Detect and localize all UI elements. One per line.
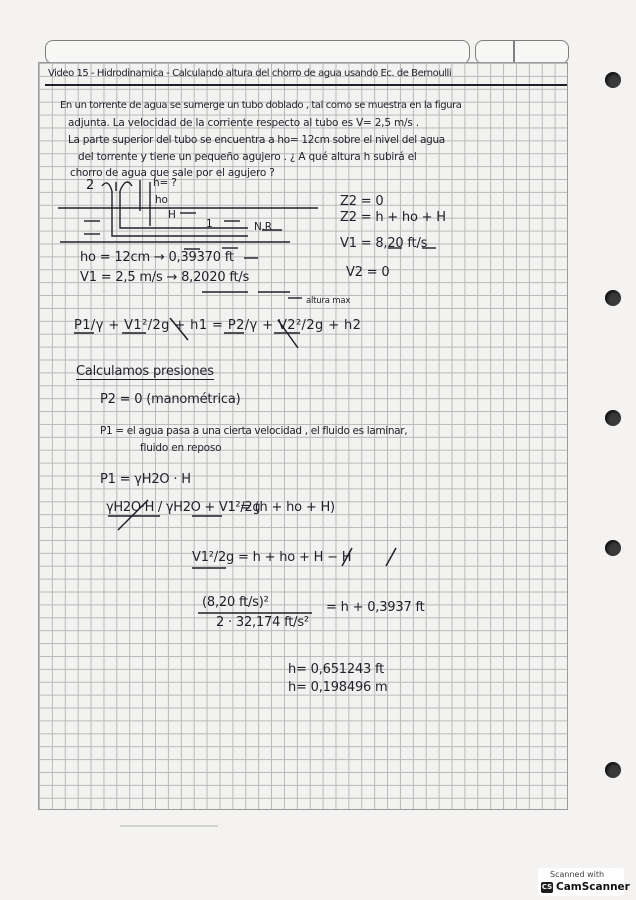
figure-point-1: 1 (206, 218, 213, 230)
p1-note: P1 = el agua pasa a una cierta velocidad , el fluido es laminar, (100, 425, 408, 437)
given-v1: V1 = 2,5 m/s → 8,2020 ft/s (80, 270, 250, 285)
given-z2: Z2 = 0 (340, 194, 384, 209)
figure-h-label: h= ? (153, 177, 177, 189)
eq1-left: γH2O·H / γH2O + V1²/2g (106, 500, 261, 515)
bernoulli-equation: P1/γ + V1²/2g + h1 = P2/γ + V2²/2g + h2 (74, 318, 362, 333)
figure-nr-label: N.R (254, 221, 272, 233)
camscanner-icon: CS (541, 883, 553, 891)
p2-equation: P2 = 0 (manométrica) (100, 392, 241, 407)
page-title: Video 15 - Hidrodinamica - Calculando altura del chorro de agua usando Ec. de Bernoulli (48, 68, 452, 79)
eq2: V1²/2g = h + ho + H − H (192, 550, 352, 565)
result-m: h= 0,198496 m (288, 680, 388, 695)
problem-line: chorro de agua que sale por el agujero ? (70, 167, 275, 179)
problem-line: adjunta. La velocidad de la corriente respecto al tubo es V= 2,5 m/s . (68, 117, 419, 129)
eq1-right: = (h + ho + H) (240, 500, 335, 515)
figure-ho-label: ho (155, 194, 168, 206)
eq3-denominator: 2 · 32,174 ft/s² (216, 615, 309, 630)
figure-point-2: 2 (86, 178, 95, 193)
eq3-right: = h + 0,3937 ft (326, 600, 425, 615)
given-z2-expr: Z2 = h + ho + H (340, 210, 446, 225)
scanner-line-2: CamScanner (556, 881, 630, 893)
given-v1-ft: V1 = 8,20 ft/s (340, 236, 428, 251)
problem-line: del torrente y tiene un pequeño agujero . ¿ A qué altura h subirá el (78, 151, 417, 163)
figure-H-label: H (168, 209, 176, 221)
calc-heading: Calculamos presiones (76, 364, 214, 379)
p1-note: fluido en reposo (140, 442, 222, 454)
altura-max-note: altura max (306, 296, 351, 306)
p1-formula: P1 = γH2O · H (100, 472, 191, 487)
given-v2: V2 = 0 (346, 265, 390, 280)
problem-line: La parte superior del tubo se encuentra a ho= 12cm sobre el nivel del agua (68, 134, 445, 146)
eq3-numerator: (8,20 ft/s)² (202, 595, 269, 610)
given-ho: ho = 12cm → 0,39370 ft (80, 250, 234, 265)
problem-line: En un torrente de agua se sumerge un tubo doblado , tal como se muestra en la figura (60, 100, 462, 111)
scanner-watermark (538, 868, 630, 896)
result-ft: h= 0,651243 ft (288, 662, 385, 677)
scanner-line-1: Scanned with (550, 870, 605, 879)
